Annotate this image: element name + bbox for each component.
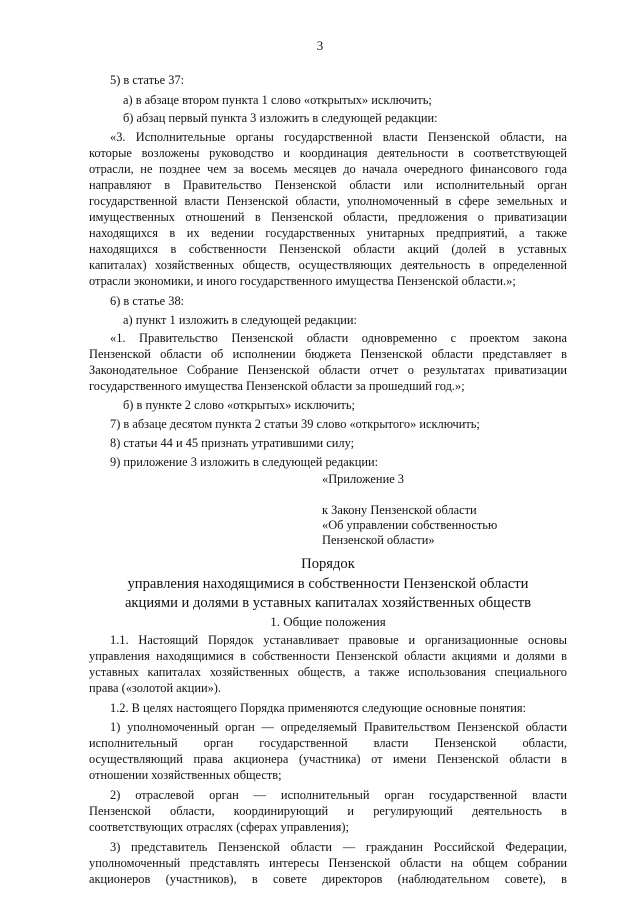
- item-6-quote-line: Законодательное Собрание Пензенской области отчет о результатах приватизации: [89, 363, 567, 377]
- item-5-sub-b: б) абзац первый пункта 3 изложить в следующей редакции:: [123, 111, 438, 125]
- item-5-quote-line: отрасли, не позднее чем за восемь месяцев до начала очередного финансового года: [89, 162, 567, 176]
- item-5-quote-line: находящихся в собственности Пензенской области акций (долей в уставных: [89, 242, 567, 256]
- definition-1-line: осуществляющий права акционера (участника) от имени Пензенской области в: [89, 752, 567, 766]
- definition-3-line: уполномоченный представлять интересы Пензенской области на общем собрании: [89, 856, 567, 870]
- item-6-sub-b: б) в пункте 2 слово «открытых» исключить;: [123, 398, 355, 412]
- item-5-quote-line: отрасли экономики, и иного государственного имущества Пензенской области.»;: [89, 274, 516, 288]
- page-number: 3: [316, 38, 324, 53]
- item-5-heading: 5) в статье 37:: [110, 73, 185, 87]
- item-8: 8) статьи 44 и 45 признать утратившими силу;: [110, 436, 355, 450]
- item-5-quote-line: капиталах) хозяйственных обществ, осуществляющих деятельность в определенной: [89, 258, 567, 272]
- document-title: Порядок: [301, 556, 355, 572]
- item-6-quote-line: государственного имущества Пензенской области за прошедший год.»;: [89, 379, 465, 393]
- item-6-quote-line: «1. Правительство Пензенской области одновременно с проектом закона: [110, 331, 567, 345]
- item-5-quote-line: направляют в Правительство Пензенской области или исполнительный орган: [89, 178, 567, 192]
- paragraph-1-1-line: права («золотой акции»).: [89, 681, 222, 695]
- annex-law-title: «Об управлении собственностью: [322, 518, 498, 532]
- definition-2-line: Пензенской области, координирующий и регулирующий деятельность в: [89, 804, 567, 818]
- definition-2-line: соответствующих отраслях (сферах управления);: [89, 820, 349, 834]
- paragraph-1-2: 1.2. В целях настоящего Порядка применяются следующие основные понятия:: [110, 701, 526, 715]
- item-6-sub-a: а) пункт 1 изложить в следующей редакции:: [123, 313, 357, 327]
- annex-law-title-end: Пензенской области»: [322, 533, 435, 547]
- definition-1-line: исполнительный орган государственной власти Пензенской области,: [89, 736, 567, 750]
- paragraph-1-1-line: управления находящимися в собственности Пензенской области акциями и долями в: [89, 649, 567, 663]
- item-6-quote-line: Пензенской области об исполнении бюджета Пензенской области представляет в: [89, 347, 567, 361]
- definition-1-line: 1) уполномоченный орган — определяемый Правительством Пензенской области: [110, 720, 567, 734]
- definition-3-line: 3) представитель Пензенской области — гражданин Российской Федерации,: [110, 840, 567, 854]
- item-5-quote-line: имущественных отношений в Пензенской области, предложения о приватизации: [89, 210, 567, 224]
- definition-3-line: акционеров (участников), в совете директоров (наблюдательном совете), в: [89, 872, 567, 886]
- paragraph-1-1-line: 1.1. Настоящий Порядок устанавливает правовые и организационные основы: [110, 633, 567, 647]
- item-5-quote-line: находящихся в их ведении государственных унитарных предприятий, а также: [89, 226, 567, 240]
- definition-2-line: 2) отраслевой орган — исполнительный орган государственной власти: [110, 788, 567, 802]
- item-6-heading: 6) в статье 38:: [110, 294, 185, 308]
- item-7: 7) в абзаце десятом пункта 2 статьи 39 слово «открытого» исключить;: [110, 417, 480, 431]
- definition-1-line: отношении хозяйственных обществ;: [89, 768, 282, 782]
- annex-law: к Закону Пензенской области: [322, 503, 477, 517]
- paragraph-1-1-line: уставных капиталах хозяйственных обществ, а также использования специального: [89, 665, 567, 679]
- document-subtitle-line: управления находящимися в собственности Пензенской области: [127, 576, 529, 592]
- document-subtitle-line: акциями и долями в уставных капиталах хозяйственных обществ: [124, 595, 532, 611]
- item-5-quote-line: государственной власти Пензенской области, уполномоченный в сфере земельных и: [89, 194, 567, 208]
- section-heading: 1. Общие положения: [270, 614, 386, 629]
- item-5-sub-a: а) в абзаце втором пункта 1 слово «открытых» исключить;: [123, 93, 432, 107]
- item-9: 9) приложение 3 изложить в следующей редакции:: [110, 455, 379, 469]
- item-5-quote-line: которые возложены руководство и координация деятельности в соответствующей: [89, 146, 567, 160]
- item-5-quote-line: «3. Исполнительные органы государственной власти Пензенской области, на: [110, 130, 567, 144]
- annex-label: «Приложение 3: [322, 472, 404, 486]
